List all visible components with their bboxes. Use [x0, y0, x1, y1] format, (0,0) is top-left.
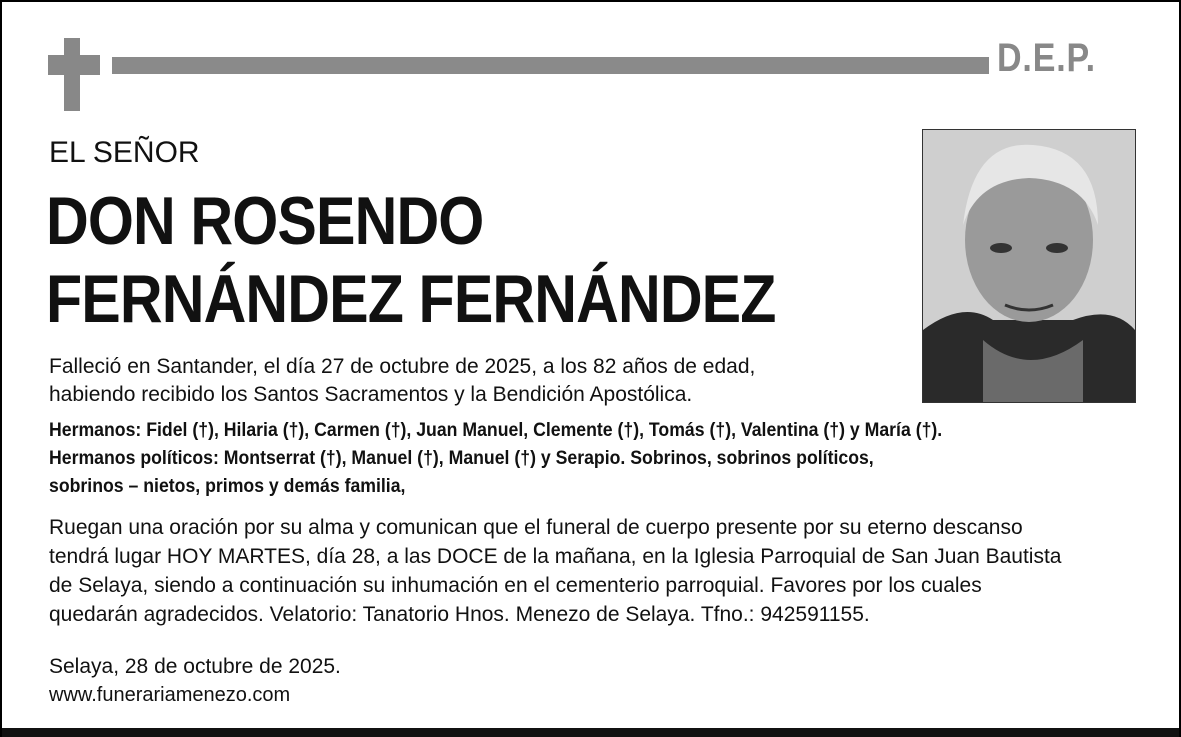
body-line: de Selaya, siendo a continuación su inhumación en el cementerio parroquial. Favores por los cuales	[49, 574, 982, 597]
body-line: Ruegan una oración por su alma y comunican que el funeral de cuerpo presente por su eterno descanso	[49, 516, 1023, 539]
family-line: sobrinos – nietos, primos y demás familia,	[49, 476, 406, 497]
deceased-photo	[922, 129, 1136, 403]
intro-line: habiendo recibido los Santos Sacramentos y la Bendición Apostólica.	[49, 383, 693, 406]
dep-label: D.E.P.	[997, 36, 1096, 80]
bottom-border	[2, 728, 1179, 737]
title-prefix: EL SEÑOR	[49, 136, 200, 169]
body-line: tendrá lugar HOY MARTES, día 28, a las DOCE de la mañana, en la Iglesia Parroquial de San Juan Bautista	[49, 545, 1062, 568]
family-line: Hermanos: Fidel (†), Hilaria (†), Carmen (†), Juan Manuel, Clemente (†), Tomás (†), Valentina (†) y María (†).	[49, 420, 943, 441]
website-link[interactable]: www.funerariamenezo.com	[49, 684, 291, 706]
header-rule	[112, 57, 989, 74]
cross-icon-arm	[48, 55, 100, 75]
intro-line: Falleció en Santander, el día 27 de octubre de 2025, a los 82 años de edad,	[49, 355, 756, 378]
place-date: Selaya, 28 de octubre de 2025.	[49, 655, 341, 678]
deceased-name-line2: FERNÁNDEZ FERNÁNDEZ	[46, 261, 776, 337]
body-line: quedarán agradecidos. Velatorio: Tanatorio Hnos. Menezo de Selaya. Tfno.: 942591155.	[49, 603, 870, 626]
family-line: Hermanos políticos: Montserrat (†), Manuel (†), Manuel (†) y Serapio. Sobrinos, sobrinos políticos,	[49, 448, 874, 469]
deceased-name-line1: DON ROSENDO	[46, 183, 484, 259]
